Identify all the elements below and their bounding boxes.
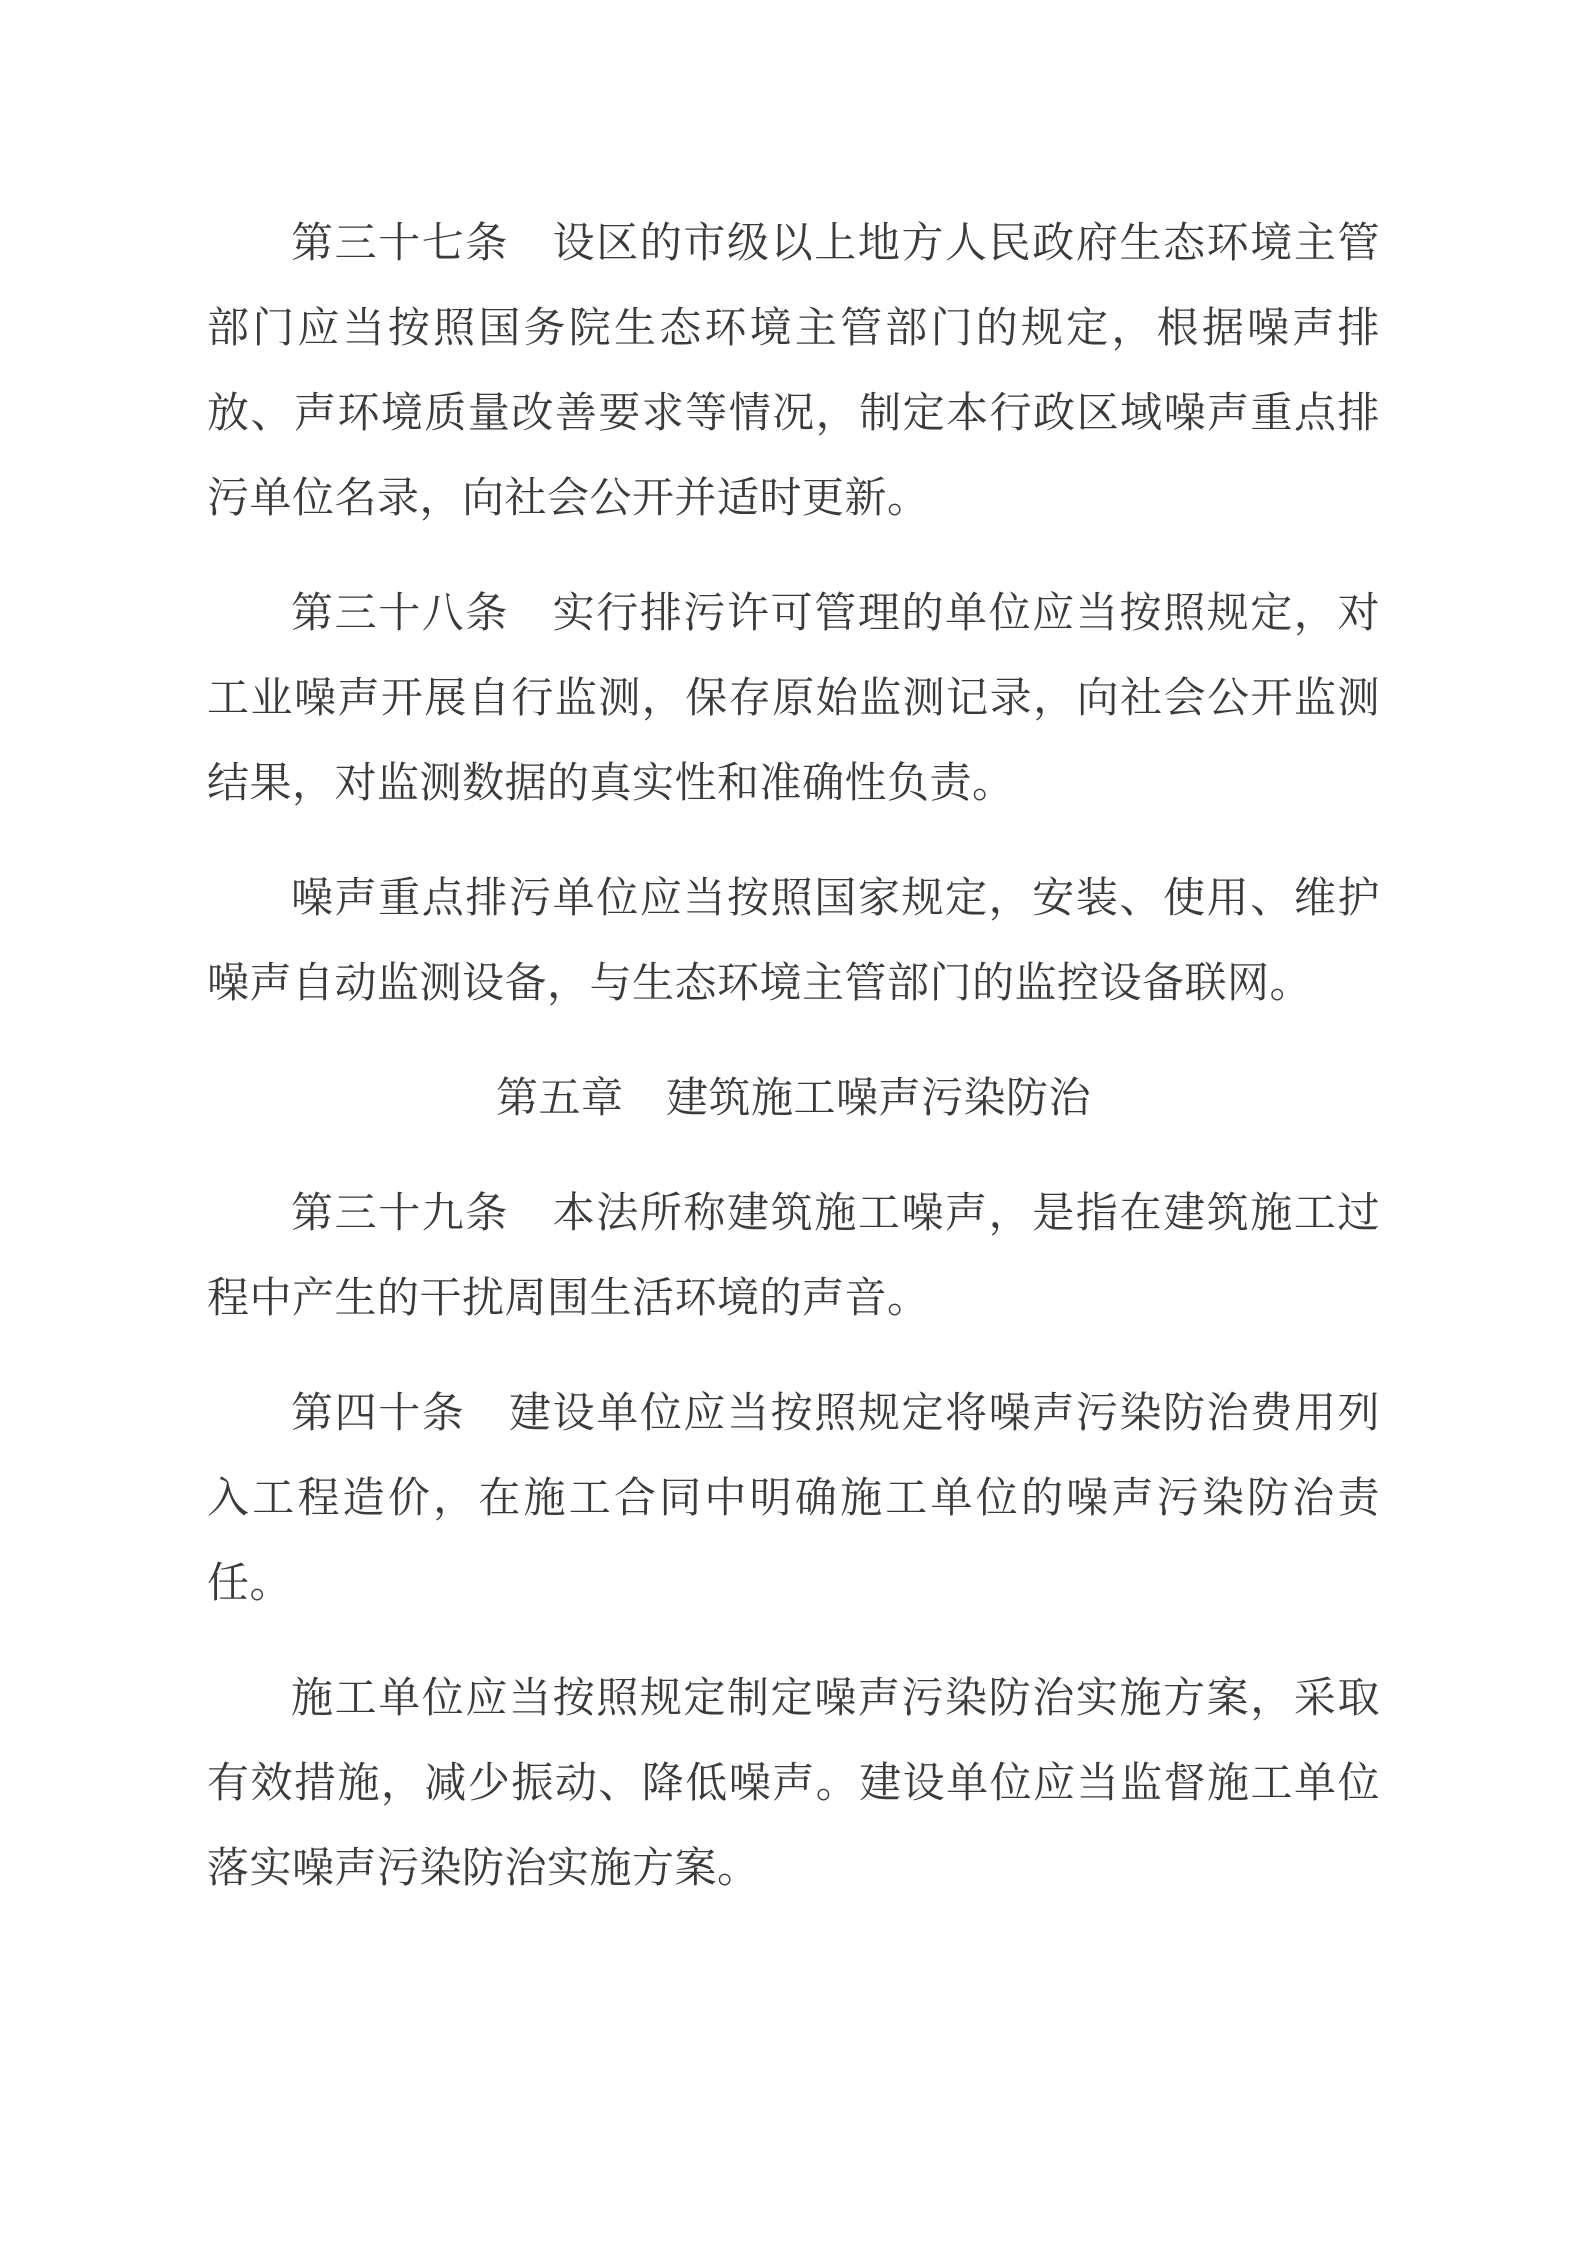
paragraph-article-40-continued: 施工单位应当按照规定制定噪声污染防治实施方案，采取有效措施，减少振动、降低噪声。建设单位应当监督施工单位落实噪声污染防治实施方案。: [207, 1676, 1380, 1892]
chapter-5-heading: 第五章 建筑施工噪声污染防治: [495, 1076, 1091, 1122]
paragraph-article-40: 第四十条 建设单位应当按照规定将噪声污染防治费用列入工程造价，在施工合同中明确施工单位的噪声污染防治责任。: [207, 1391, 1380, 1607]
paragraph-article-38: 第三十八条 实行排污许可管理的单位应当按照规定，对工业噪声开展自行监测，保存原始监测记录，向社会公开监测结果，对监测数据的真实性和准确性负责。: [207, 591, 1380, 807]
paragraph-article-39: 第三十九条 本法所称建筑施工噪声，是指在建筑施工过程中产生的干扰周围生活环境的声音。: [207, 1191, 1380, 1322]
document-body: [207, 202, 1380, 1942]
paragraph-article-37: 第三十七条 设区的市级以上地方人民政府生态环境主管部门应当按照国务院生态环境主管部门的规定，根据噪声排放、声环境质量改善要求等情况，制定本行政区域噪声重点排污单位名录，向社会公开并适时更新。: [207, 221, 1380, 522]
paragraph-article-38-continued: 噪声重点排污单位应当按照国家规定，安装、使用、维护噪声自动监测设备，与生态环境主管部门的监控设备联网。: [207, 876, 1380, 1007]
